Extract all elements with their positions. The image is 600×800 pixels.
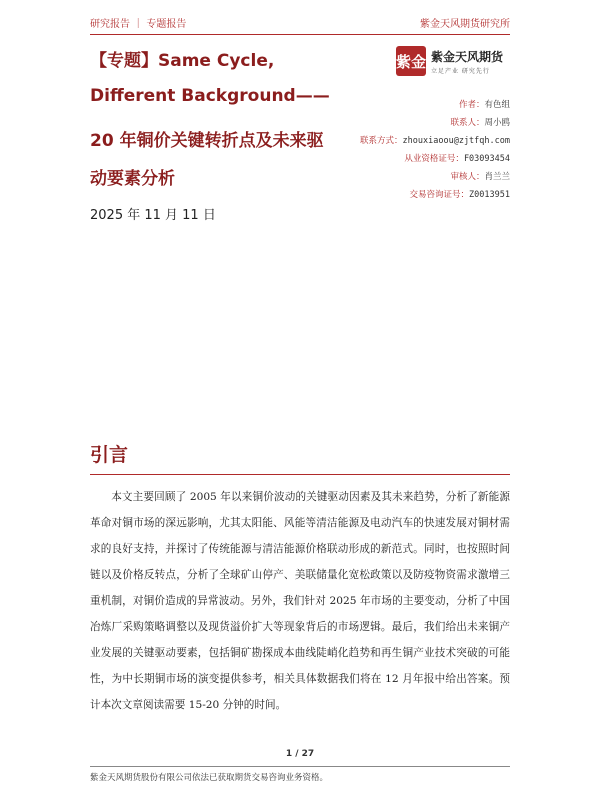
section-heading: 引言 <box>90 444 129 466</box>
author-row: 作者：有色组 <box>458 100 510 110</box>
header-divider <box>90 34 510 35</box>
contact-email-row: 联系方式：zhouxiaoou@zjtfqh.com <box>360 136 510 146</box>
license-number-row: 从业资格证号：F03093454 <box>404 154 510 164</box>
title-line-3: 20 年铜价关键转折点及未来驱 <box>90 131 324 151</box>
company-logo <box>396 46 503 76</box>
footer-disclaimer: 紫金天风期货股份有限公司依法已获取期货交易咨询业务资格。 <box>90 773 329 783</box>
report-category: 研究报告 ｜ 专题报告 <box>90 19 187 30</box>
intro-paragraph: 本文主要回顾了 2005 年以来铜价波动的关键驱动因素及其未来趋势，分析了新能源革命对铜市场的深远影响，尤其太阳能、风能等清洁能源及电动汽车的快速发展对铜材需求的良好支持，并探讨了传统能源与清洁能源价格联动形成的新范式。同时，也按照时间链以及价格反转点，分析了全球矿山停产、美联储量化宽松政策以及防疫物资需求激增三重机制，对铜价造成的异常波动。另外，我们针对 2025 年市场的主要变动，分析了中国冶炼厂采购策略调整以及现货溢价扩大等现象背后的市场逻辑。最后，我们给出未来铜产业发展的关键驱动要素，包括铜矿勘探成本曲线陡峭化趋势和再生铜产业技术突破的可能性，为中长期铜市场的演变提供参考，相关具体数据我们将在 12 月年报中给出答案。预计本次文章阅读需要 15-20 分钟的时间。 <box>90 491 510 711</box>
consulting-license-row: 交易咨询证号：Z0013951 <box>409 190 510 200</box>
title-line-2: Different Background—— <box>90 86 330 106</box>
logo-mark-icon: 紫金 <box>396 46 426 76</box>
institute-name: 紫金天风期货研究所 <box>420 19 510 30</box>
contact-person-row: 联系人：周小鸥 <box>450 118 510 128</box>
page-number: 1 / 27 <box>285 749 315 759</box>
title-line-4: 动要素分析 <box>90 169 175 189</box>
footer-divider <box>90 766 510 767</box>
publish-date: 2025 年 11 月 11 日 <box>90 208 216 223</box>
reviewer-row: 审核人：肖兰兰 <box>450 172 510 182</box>
title-line-1: 【专题】Same Cycle, <box>90 51 275 71</box>
author-info <box>360 96 510 204</box>
logo-name: 紫金天风期货 <box>431 49 504 64</box>
section-divider <box>90 474 510 475</box>
logo-tagline: 立足产业 研究先行 <box>431 67 490 75</box>
